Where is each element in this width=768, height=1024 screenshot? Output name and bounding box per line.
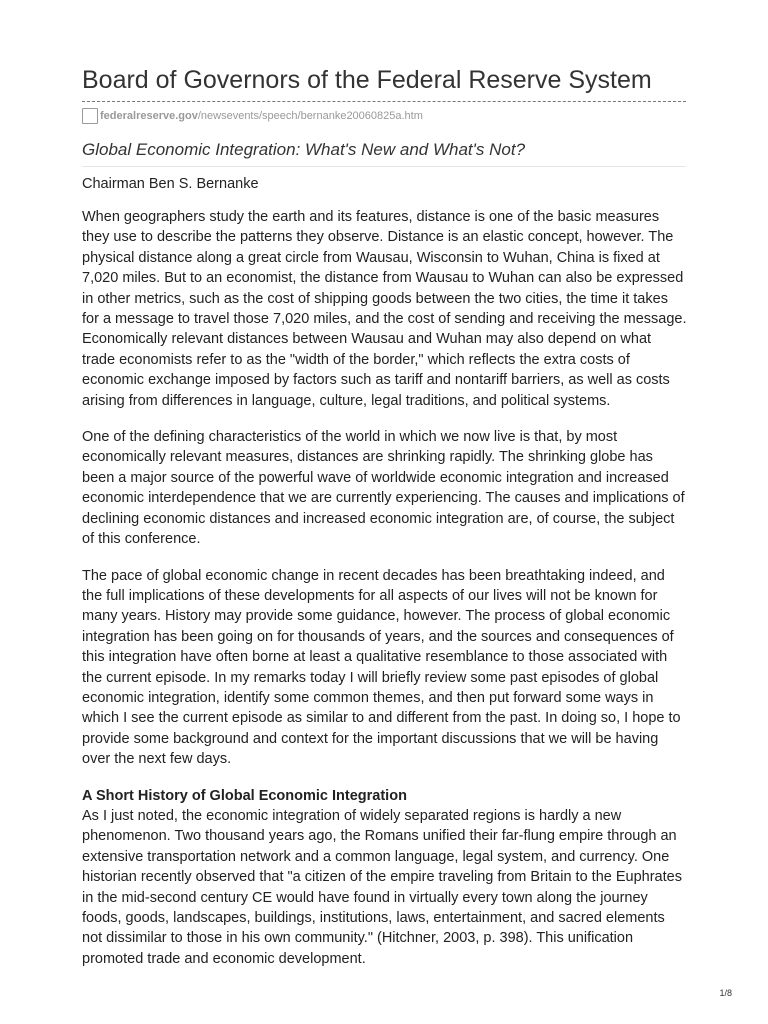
paragraph-1: When geographers study the earth and its features, distance is one of the basic measures they use to describe the patterns they observe. Distance is an elastic concept, however. The physical distance along a great circle from Wausau, Wisconsin to Wuhan, China is fixed at 7,020 miles. But to an economist, the distance from Wausau to Wuhan can also be expressed in other metrics, such as the cost of shipping goods between the two cities, the time it takes for a message to travel those 7,020 miles, and the cost of sending and receiving the message. Economically relevant distances between Wausau and Wuhan may also depend on what trade economists refer to as the "width of the border," which reflects the extra costs of economic exchange imposed by factors such as tariff and nontariff barriers, as well as costs arising from differences in language, culture, legal traditions, and political systems.	[82, 209, 687, 409]
speech-title: Global Economic Integration: What's New and What's Not?	[82, 140, 526, 159]
site-title: Board of Governors of the Federal Reserve System	[82, 66, 652, 94]
page-indicator: 1/8	[719, 988, 732, 998]
title-divider	[82, 166, 686, 167]
article-body	[82, 207, 688, 969]
section-paragraph: As I just noted, the economic integration of widely separated regions is hardly a new phenomenon. Two thousand years ago, the Romans unified their far-flung empire through an extensive transportation network and a common language, legal system, and currency. One historian recently observed that "a citizen of the empire traveling from Britain to the Euphrates in the mid-second century CE would have found in virtually every town along the journey foods, goods, landscapes, buildings, institutions, laws, entertainment, and sacred elements not dissimilar to those in his own community." (Hitchner, 2003, p. 398). This unification promoted trade and economic development.	[82, 807, 682, 967]
page-icon	[82, 108, 98, 124]
paragraph-3: The pace of global economic change in recent decades has been breathtaking indeed, and the full implications of these developments for all aspects of our lives will not be known for many years. History may provide some guidance, however. The process of global economic integration has been going on for thousands of years, and the sources and consequences of this integration have often borne at least a qualitative resemblance to those associated with the current episode. In my remarks today I will briefly review some past episodes of global economic integration, identify some common themes, and then put forward some ways in which I see the current episode as similar to and different from the past. In doing so, I hope to provide some background and context for the important discussions that we will be having over the next few days.	[82, 567, 681, 768]
speaker-name: Chairman Ben S. Bernanke	[82, 176, 259, 192]
url-path: /newsevents/speech/bernanke20060825a.htm	[197, 110, 423, 122]
paragraph-2: One of the defining characteristics of the world in which we now live is that, by most economically relevant measures, distances are shrinking rapidly. The shrinking globe has been a major source of the powerful wave of worldwide economic integration and increased economic interdependence that we are currently experiencing. The causes and implications of declining economic distances and increased economic integration are, of course, the subject of this conference.	[82, 429, 685, 548]
header-divider	[82, 101, 686, 102]
url-domain: federalreserve.gov	[100, 110, 198, 122]
section-heading: A Short History of Global Economic Integration	[82, 787, 407, 804]
source-url[interactable]	[82, 107, 423, 125]
